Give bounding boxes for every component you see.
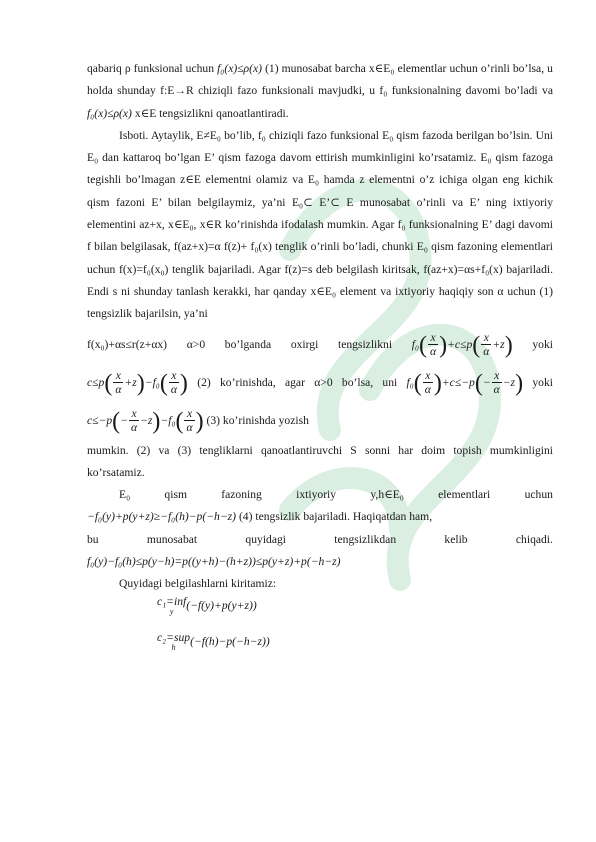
word: y,h∈E₀ <box>370 488 404 502</box>
paragraph-definitions-intro: Quyidagi belgilashlarni kiritamiz: <box>119 577 277 591</box>
definition-c2: c₂=sup h (−f(h)−p(−h−z)) <box>157 630 270 652</box>
formula-inequality-1: f₀(x)≤ρ(x) <box>217 62 262 75</box>
word: uchun <box>524 488 553 502</box>
word: E₀ <box>119 488 131 502</box>
definition-c1: c₁=inf y (−f(y)+p(y+z)) <box>157 594 257 616</box>
text: f(x₀)+αs≤r(z+αx) α>0 bo’lganda oxirgi tengsizlikni <box>87 337 393 351</box>
formula-chain-line <box>87 551 553 573</box>
formula-3a: f₀( $\frac{x}{\alpha}$ )+c≤−p(− $\frac{x}{\alpha}$ −z) <box>406 369 524 397</box>
text: x∈E tengsizlikni qanoatlantiradi. <box>134 106 289 120</box>
word: chiqadi. <box>515 532 553 546</box>
formula-f0-x-over-alpha: f₀( $\frac{x}{\alpha}$ )+c≤p( $\frac{x}{\alpha}$ +z) <box>411 331 513 359</box>
formula-chain: f₀(y)−f₀(h)≤p(y−h)=p((y+h)−(h+z))≤p(y+z)+p(−h−z) <box>87 555 341 569</box>
text: (3) ko’rinishda yozish <box>206 413 309 427</box>
paragraph-inequality-4 <box>87 506 553 528</box>
formula-2: c≤p( $\frac{x}{\alpha}$ +z)−f₀( $\frac{x}{\alpha}$ ) <box>87 369 188 397</box>
paragraph-tail: mumkin. (2) va (3) tengliklarni qanoatlantiruvchi S sonni har doim topish mumkinligini ko’rsatamiz. <box>87 443 553 479</box>
text: (4) tengsizlik bajariladi. Haqiqatdan ham, <box>238 510 433 524</box>
word: tengsizlikdan <box>334 532 397 546</box>
document-page <box>87 58 553 668</box>
paragraph-inequalities <box>87 326 553 440</box>
paragraph-theorem-end <box>87 58 553 125</box>
paragraph-proof: Isboti. Aytaylik, E≠E₀ bo’lib, f₀ chiziqli fazo funksional E₀ qism fazoda berilgan bo’lsin. Uni E₀ dan kattaroq bo’lgan E’ qism fazoga davom ettirish mumkinligini ko’rsatamiz. E₀ qism fazoga tegishli bo’lmagan z∈E elementni olamiz va E₀ hamda z elementni o’z ichiga olgan eng kichik qism fazoni E’ bilan belgilaymiz, ya’ni E₀⊂ E’⊂ E munosabat o’rinli va E’ ning ixtiyoriy elementini az+x, x∈E₀, x∈R ko’rinishda ifodalash mumkin. Agar f₀ funksionalning E’ dagi davomi f bilan belgilasak, f(az+x)=α f(z)+ f₀(x) tenglik o’rinli bo’ladi, chunki E₀ qism fazoning elementlari uchun f(x)=f₀(x₀) tenglik bajariladi. Agar f(z)=s deb belgilash kiritsak, f(az+x)=αs+f₀(x) bajariladi. Endi s ni shunday tanlash kerakki, har qanday x∈E₀ element va ixtiyoriy haqiqiy son α uchun (1) tengsizlik bajarilsin, ya’ni <box>87 128 553 321</box>
words-row-2 <box>87 529 553 551</box>
text: (1) munosabat barcha x∈E₀ elementlar uchun o’rinli bo’lsa, u holda shunday f:E→R chiziqli fazo funksionali mavjudki, u f₀ funksionalning davomi bo’ladi va <box>87 62 553 98</box>
word: kelib <box>444 532 468 546</box>
formula-4: −f₀(y)+p(y+z)≥−f₀(h)−p(−h−z) <box>87 510 237 524</box>
formula-inequality-2: f₀(x)≤ρ(x) <box>87 106 132 120</box>
word: elementlari <box>438 488 491 502</box>
text: qabariq ρ funksional uchun <box>87 62 215 75</box>
word: qism <box>164 488 187 502</box>
text: (2) ko’rinishda, agar α>0 bo’lsa, uni <box>197 375 398 389</box>
words-row-1 <box>87 484 553 506</box>
word: bu <box>87 532 99 546</box>
definitions <box>87 596 553 668</box>
text: yoki <box>532 337 553 351</box>
word: ixtiyoriy <box>296 488 337 502</box>
formula-3b: c≤−p(− $\frac{x}{\alpha}$ −z)−f₀( $\frac{x}{\alpha}$ ) <box>87 407 204 435</box>
text: yoki <box>532 375 553 389</box>
word: fazoning <box>221 488 262 502</box>
word: quyidagi <box>245 532 286 546</box>
word: munosabat <box>146 532 198 546</box>
